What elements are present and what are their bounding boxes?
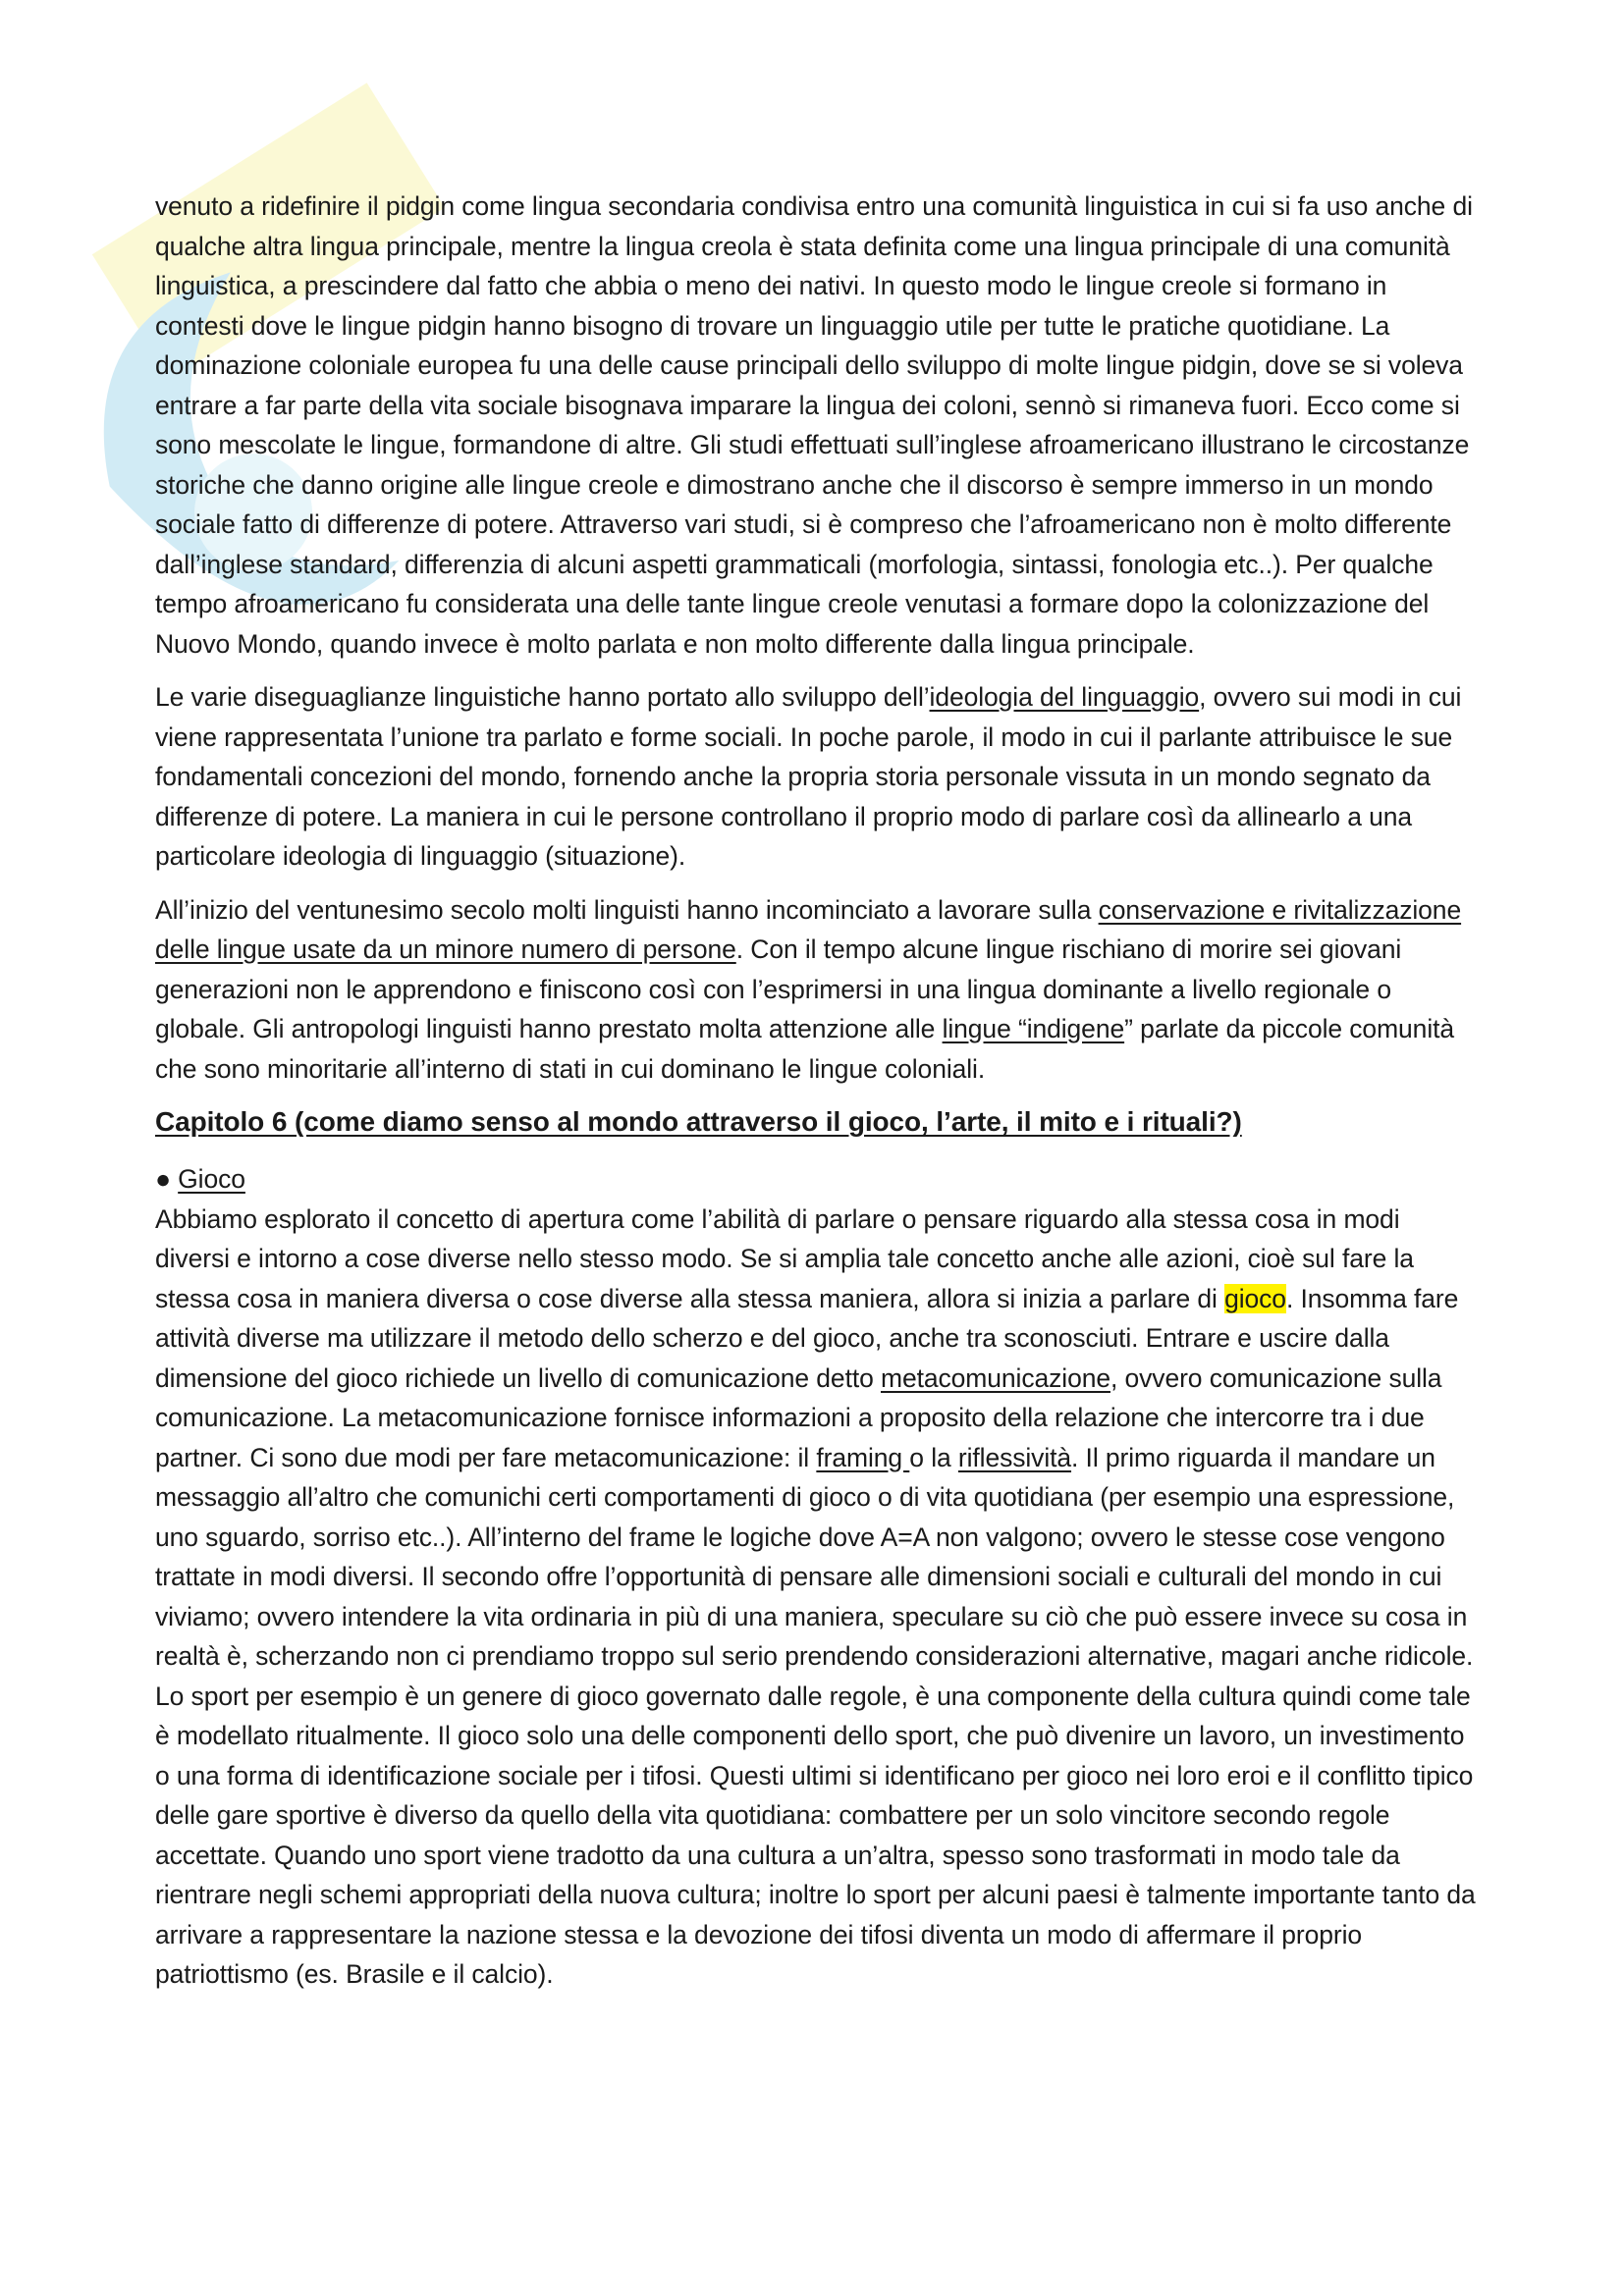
- term-riflessivita: riflessività: [957, 1442, 1072, 1472]
- term-metacomunicazione: metacomunicazione: [881, 1362, 1110, 1393]
- bullet-icon: ●: [155, 1164, 171, 1194]
- bullet-label: Gioco: [178, 1164, 245, 1194]
- term-ideology: ideologia del linguaggio: [929, 682, 1200, 712]
- term-indigenous: lingue “indigene: [942, 1014, 1125, 1043]
- paragraph-language-revitalization: All’inizio del ventunesimo secolo molti linguisti hanno incominciato a lavorare sulla conservazione e rivitalizzazione delle lingue usate da un minore numero di persone. Con il tempo alcune lingue rischiano di morire sei giovani generazioni non le apprendono e finiscono così con l’esprimersi in una lingua dominante a livello regionale o globale. Gli antropologi linguisti hanno prestato molta attenzione alle lingue “indigene” parlate da piccole comunità che sono minoritarie all’interno di stati in cui dominano le lingue coloniali.: [155, 894, 1462, 1084]
- paragraph-pidgin-creole: venuto a ridefinire il pidgin come lingua secondaria condivisa entro una comunità linguistica in cui si fa uso anche di qualche altra lingua principale, mentre la lingua creola è stata definita come una lingua principale di una comunità linguistica, a prescindere dal fatto che abbia o meno dei nativi. In questo modo le lingue creole si formano in contesti dove le lingue pidgin hanno bisogno di trovare un linguaggio utile per tutte le pratiche quotidiane. La dominazione coloniale europea fu una delle cause principali dello sviluppo di molte lingue pidgin, dove se si voleva entrare a far parte della vita sociale bisognava imparare la lingua dei coloni, sennò si rimaneva fuori. Ecco come si sono mescolate le lingue, formandone di altre. Gli studi effettuati sull’inglese afroamericano illustrano le circostanze storiche che danno origine alle lingue creole e dimostrano anche che il discorso è sempre immerso in un mondo sociale fatto di differenze di potere. Attraverso vari studi, si è compreso che l’afroamericano non è molto differente dall’inglese standard, differenzia di alcuni aspetti grammaticali (morfologia, sintassi, fonologia etc..). Per qualche tempo afroamericano fu considerata una delle tante lingue creole venutasi a formare dopo la colonizzazione del Nuovo Mondo, quando invece è molto parlata e non molto differente dalla lingua principale.: [155, 191, 1473, 659]
- highlighted-word: gioco: [1224, 1283, 1286, 1313]
- term-framing: framing: [816, 1442, 910, 1472]
- bullet-heading: [155, 1159, 1479, 1200]
- chapter-heading: Capitolo 6 (come diamo senso al mondo attraverso il gioco, l’arte, il mito e i rituali?): [155, 1106, 1242, 1137]
- section-gioco: [155, 1159, 1479, 1995]
- document-body: [155, 187, 1479, 1995]
- paragraph-gioco: Abbiamo esplorato il concetto di apertura come l’abilità di parlare o pensare riguardo alla stessa cosa in modi diversi e intorno a cose diverse nello stesso modo. Se si amplia tale concetto anche alle azioni, cioè sul fare la stessa cosa in maniera diversa o cose diverse alla stessa maniera, allora si inizia a parlare di gioco. Insomma fare attività diverse ma utilizzare il metodo dello scherzo e del gioco, anche tra sconosciuti. Entrare e uscire dalla dimensione del gioco richiede un livello di comunicazione detto metacomunicazione, ovvero comunicazione sulla comunicazione. La metacomunicazione fornisce informazioni a proposito della relazione che intercorre tra i due partner. Ci sono due modi per fare metacomunicazione: il framing o la riflessività. Il primo riguarda il mandare un messaggio all’altro che comunichi certi comportamenti di gioco o di vita quotidiana (per esempio una espressione, uno sguardo, sorriso etc..). All’interno del frame le logiche dove A=A non valgono; ovvero le stesse cose vengono trattate in modi diversi. Il secondo offre l’opportunità di pensare alle dimensioni sociali e culturali del mondo in cui viviamo; ovvero intendere la vita ordinaria in più di una maniera, speculare su ciò che può essere invece su cosa in realtà è, scherzando non ci prendiamo troppo sul serio prendendo considerazioni alternative, magari anche ridicole.: [155, 1203, 1474, 1671]
- paragraph-language-ideology: Le varie diseguaglianze linguistiche hanno portato allo sviluppo dell’ideologia del linguaggio, ovvero sui modi in cui viene rappresentata l’unione tra parlato e forme sociali. In poche parole, il modo in cui il parlante attribuisce le sue fondamentali concezioni del mondo, fornendo anche la propria storia personale vissuta in un mondo segnato da differenze di potere. La maniera in cui le persone controllano il proprio modo di parlare così da allinearlo a una particolare ideologia di linguaggio (situazione).: [155, 682, 1462, 871]
- term-conservation: conservazione e rivitalizzazione delle lingue usate da un minore numero di persone: [155, 894, 1462, 964]
- paragraph-sport: Lo sport per esempio è un genere di gioco governato dalle regole, è una componente della cultura quindi come tale è modellato ritualmente. Il gioco solo una delle componenti dello sport, che può divenire un lavoro, un investimento o una forma di identificazione sociale per i tifosi. Questi ultimi si identificano per gioco nei loro eroi e il conflitto tipico delle gare sportive è diverso da quello della vita quotidiana: combattere per un solo vincitore secondo regole accettate. Quando uno sport viene tradotto da una cultura a un’altra, spesso sono trasformati in modo tale da rientrare negli schemi appropriati della nuova cultura; inoltre lo sport per alcuni paesi è talmente importante tanto da arrivare a rappresentare la nazione stessa e la devozione dei tifosi diventa un modo di affermare il proprio patriottismo (es. Brasile e il calcio).: [155, 1681, 1476, 1989]
